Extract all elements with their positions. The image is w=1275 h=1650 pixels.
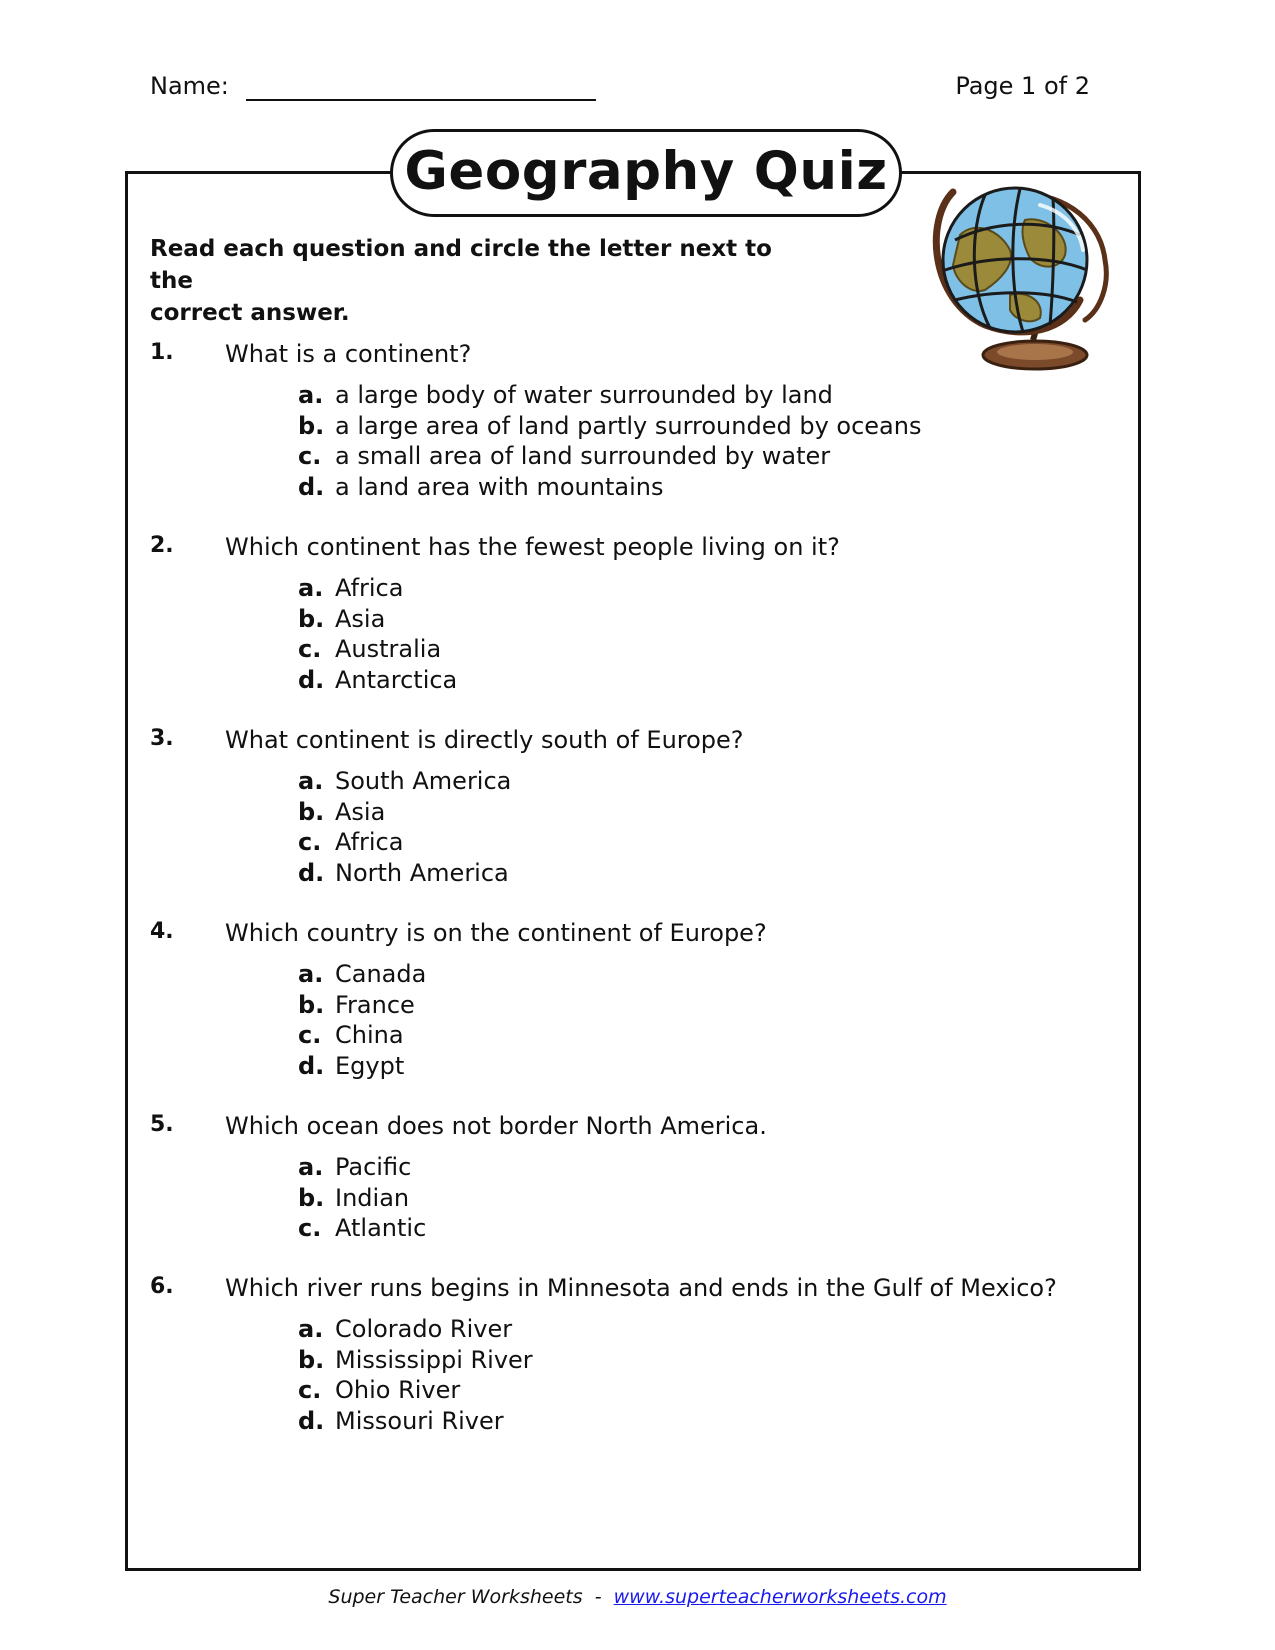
answer-option[interactable]: [298, 441, 921, 472]
question-text: Which river runs begins in Minnesota and ends in the Gulf of Mexico?: [225, 1274, 1057, 1302]
answer-letter: c.: [298, 828, 322, 856]
answer-option[interactable]: [298, 1051, 426, 1082]
answer-text: a small area of land surrounded by water: [335, 442, 831, 470]
answer-list: [298, 573, 457, 695]
answer-text: Atlantic: [335, 1214, 427, 1242]
answer-text: Australia: [335, 635, 442, 663]
footer-link[interactable]: www.superteacherworksheets.com: [613, 1586, 947, 1608]
question-number: 1.: [150, 340, 174, 365]
answer-letter: c.: [298, 442, 322, 470]
question-number: 5.: [150, 1112, 174, 1137]
answer-text: Canada: [335, 960, 427, 988]
answer-letter: a.: [298, 381, 324, 409]
answer-option[interactable]: [298, 1314, 533, 1345]
answer-text: Indian: [335, 1183, 410, 1212]
answer-letter: d.: [298, 472, 325, 501]
answer-option[interactable]: [298, 1375, 533, 1406]
answer-option[interactable]: [298, 959, 426, 990]
answer-letter: b.: [298, 411, 325, 440]
answer-option[interactable]: [298, 797, 511, 828]
answer-option[interactable]: [298, 1152, 426, 1183]
answer-list: [298, 959, 426, 1081]
name-blank-line: [246, 99, 596, 101]
page-title: Geography Quiz: [390, 129, 902, 217]
answer-letter: d.: [298, 1406, 325, 1435]
page-number: Page 1 of 2: [955, 72, 1090, 100]
answer-text: Africa: [335, 574, 404, 602]
answer-option[interactable]: [298, 634, 457, 665]
answer-text: Antarctica: [335, 665, 458, 694]
answer-list: [298, 1314, 533, 1436]
answer-letter: c.: [298, 1376, 322, 1404]
answer-letter: b.: [298, 797, 325, 826]
answer-letter: d.: [298, 858, 325, 887]
answer-letter: a.: [298, 960, 324, 988]
answer-option[interactable]: [298, 858, 511, 889]
globe-icon: [915, 180, 1125, 384]
answer-option[interactable]: [298, 1345, 533, 1376]
answer-text: Colorado River: [335, 1315, 513, 1343]
answer-letter: b.: [298, 1183, 325, 1212]
answer-option[interactable]: [298, 1213, 426, 1244]
page-footer: [0, 1586, 1275, 1608]
worksheet-header: [150, 72, 1090, 112]
answer-option[interactable]: [298, 380, 921, 411]
answer-text: North America: [335, 858, 509, 887]
answer-letter: d.: [298, 1051, 325, 1080]
answer-list: [298, 1152, 426, 1244]
footer-text: Super Teacher Worksheets -: [328, 1586, 614, 1608]
answer-text: Ohio River: [335, 1376, 461, 1404]
question-text: Which ocean does not border North America.: [225, 1112, 767, 1140]
instructions-line-2: correct answer.: [150, 300, 350, 326]
question-number: 3.: [150, 726, 174, 751]
answer-text: China: [335, 1021, 404, 1049]
answer-text: Egypt: [335, 1051, 405, 1080]
answer-text: Asia: [335, 604, 386, 633]
answer-option[interactable]: [298, 1020, 426, 1051]
answer-option[interactable]: [298, 827, 511, 858]
answer-option[interactable]: [298, 1406, 533, 1437]
answer-list: [298, 380, 921, 502]
question-text: Which country is on the continent of Europe?: [225, 919, 767, 947]
answer-option[interactable]: [298, 766, 511, 797]
answer-letter: d.: [298, 665, 325, 694]
answer-letter: b.: [298, 990, 325, 1019]
answer-option[interactable]: [298, 1183, 426, 1214]
answer-list: [298, 766, 511, 888]
question-number: 4.: [150, 919, 174, 944]
question-text: What continent is directly south of Europe?: [225, 726, 744, 754]
answer-option[interactable]: [298, 990, 426, 1021]
answer-letter: b.: [298, 1345, 325, 1374]
answer-text: a large area of land partly surrounded by oceans: [335, 411, 922, 440]
answer-text: France: [335, 990, 415, 1019]
answer-option[interactable]: [298, 604, 457, 635]
question-number: 6.: [150, 1274, 174, 1299]
answer-text: Asia: [335, 797, 386, 826]
answer-option[interactable]: [298, 573, 457, 604]
answer-text: Mississippi River: [335, 1345, 533, 1374]
instructions-line-1: Read each question and circle the letter next to the: [150, 236, 772, 294]
answer-letter: a.: [298, 767, 324, 795]
answer-option[interactable]: [298, 472, 921, 503]
answer-option[interactable]: [298, 411, 921, 442]
question-text: What is a continent?: [225, 340, 472, 368]
answer-text: Pacific: [335, 1153, 412, 1181]
answer-text: Missouri River: [335, 1406, 504, 1435]
answer-option[interactable]: [298, 665, 457, 696]
answer-text: Africa: [335, 828, 404, 856]
name-label: Name:: [150, 72, 229, 100]
answer-letter: c.: [298, 1021, 322, 1049]
answer-text: South America: [335, 767, 512, 795]
answer-letter: a.: [298, 574, 324, 602]
answer-letter: c.: [298, 1214, 322, 1242]
answer-letter: a.: [298, 1315, 324, 1343]
question-text: Which continent has the fewest people living on it?: [225, 533, 840, 561]
answer-letter: c.: [298, 635, 322, 663]
answer-text: a land area with mountains: [335, 472, 664, 501]
question-number: 2.: [150, 533, 174, 558]
answer-text: a large body of water surrounded by land: [335, 381, 833, 409]
answer-letter: a.: [298, 1153, 324, 1181]
answer-letter: b.: [298, 604, 325, 633]
instructions: [150, 233, 810, 329]
